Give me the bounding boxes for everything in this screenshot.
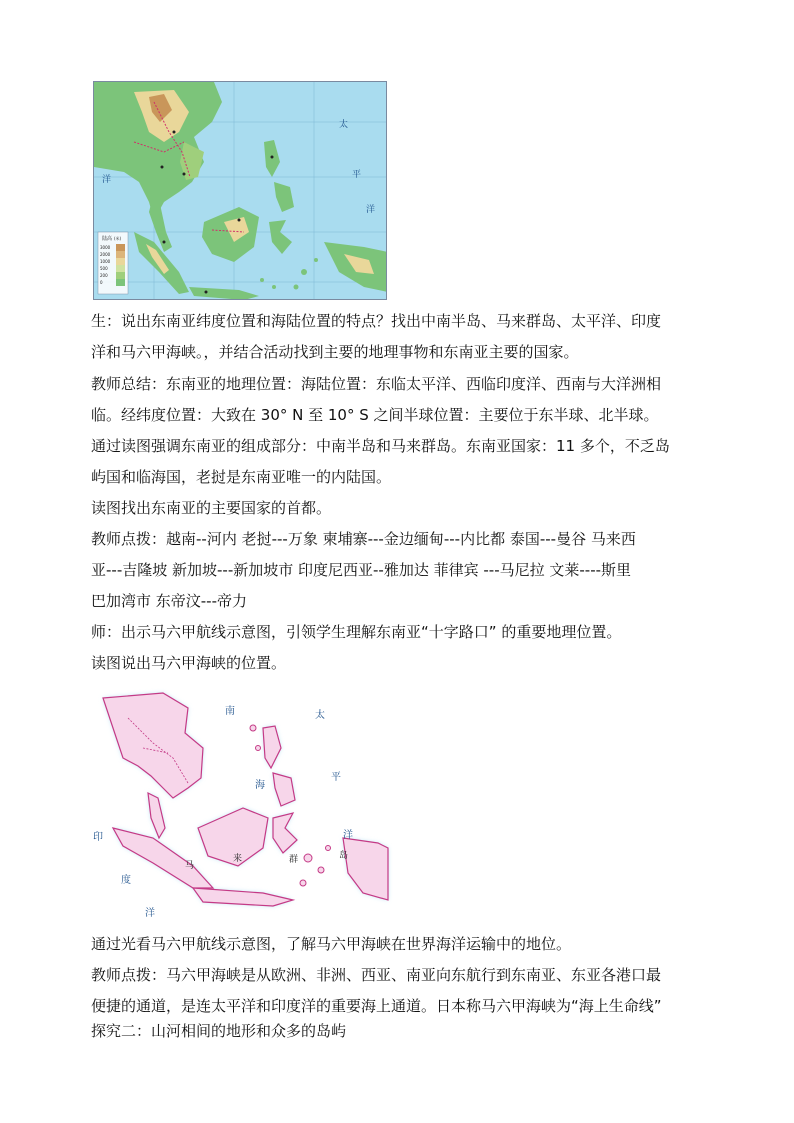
map2-label-du: 度 <box>121 875 131 886</box>
paragraph-line: 读图找出东南亚的主要国家的首都。 <box>91 499 332 517</box>
paragraph-line: 通过读图强调东南亚的组成部分：中南半岛和马来群岛。东南亚国家：11 多个，不乏岛 <box>91 437 670 455</box>
legend-value-2000: 2000 <box>100 252 111 257</box>
paragraph-line: 亚---吉隆坡 新加坡---新加坡市 印度尼西亚--雅加达 菲律宾 ---马尼拉 文莱----斯里 <box>91 561 632 579</box>
paragraph-line: 生：说出东南亚纬度位置和海陆位置的特点？找出中南半岛、马来群岛、太平洋、印度 <box>91 312 662 330</box>
paragraph-line: 教师点拨：越南--河内 老挝---万象 柬埔寨---金边缅甸---内比都 泰国---曼谷 马来西 <box>91 530 636 548</box>
elevation-legend <box>98 232 128 294</box>
paragraph-line: 巴加湾市 东帝汶---帝力 <box>91 592 248 610</box>
paragraph-line: 教师点拨：马六甲海峡是从欧洲、非洲、西亚、南亚向东航行到东南亚、东亚各港口最 <box>91 966 662 984</box>
legend-value-500: 500 <box>100 266 108 271</box>
legend-value-3000: 3000 <box>100 245 111 250</box>
map2-label-hai: 海 <box>255 780 265 791</box>
legend-value-0: 0 <box>100 280 103 285</box>
map2-label-yang: 洋 <box>343 830 353 841</box>
paragraph-line: 临。经纬度位置：大致在 30° N 至 10° S 之间半球位置：主要位于东半球、北半球。 <box>91 406 659 424</box>
map2-label-nan: 南 <box>225 706 235 717</box>
map2-label-ping: 平 <box>331 772 341 783</box>
malacca-route-map <box>93 688 393 920</box>
paragraph-line: 教师总结：东南亚的地理位置：海陆位置：东临太平洋、西临印度洋、西南与大洋洲相 <box>91 375 662 393</box>
paragraph-line: 便捷的通道，是连太平洋和印度洋的重要海上通道。日本称马六甲海峡为“海上生命线” <box>91 997 662 1015</box>
southeast-asia-physical-map <box>93 81 387 300</box>
map2-label-qun: 群 <box>289 855 299 865</box>
paragraph-line: 洋和马六甲海峡。，并结合活动找到主要的地理事物和东南亚主要的国家。 <box>91 343 579 361</box>
paragraph-line: 通过光看马六甲航线示意图，了解马六甲海峡在世界海洋运输中的地位。 <box>91 935 572 953</box>
paragraph-line: 探究二：山河相间的地形和众多的岛屿 <box>91 1022 347 1040</box>
map2-label-yang-indian: 洋 <box>145 908 155 919</box>
ocean-label-ping: 平 <box>352 170 362 180</box>
map2-label-tai: 太 <box>315 710 325 721</box>
text-block-1 <box>91 309 711 676</box>
legend-value-200: 200 <box>100 273 108 278</box>
legend-unit: (米) <box>114 236 122 241</box>
paragraph-line: 读图说出马六甲海峡的位置。 <box>91 654 287 672</box>
legend-title: 陆高 <box>102 236 113 242</box>
paragraph-line: 屿国和临海国，老挝是东南亚唯一的内陆国。 <box>91 468 392 486</box>
paragraph-line: 师：出示马六甲航线示意图，引领学生理解东南亚“十字路口” 的重要地理位置。 <box>91 623 622 641</box>
legend-value-1000: 1000 <box>100 259 111 264</box>
physical-map-graphic <box>94 82 387 300</box>
map2-label-yin: 印 <box>93 832 103 843</box>
ocean-label-yang: 洋 <box>366 205 376 215</box>
map2-label-ma: 马 <box>185 861 195 871</box>
text-block-2 <box>91 932 711 1044</box>
map2-label-lai: 来 <box>233 854 243 864</box>
ocean-label-tai: 太 <box>339 120 349 130</box>
ocean-label-yang-west: 洋 <box>102 175 112 185</box>
map2-label-dao: 岛 <box>339 851 349 861</box>
outline-map-graphic <box>93 688 393 920</box>
